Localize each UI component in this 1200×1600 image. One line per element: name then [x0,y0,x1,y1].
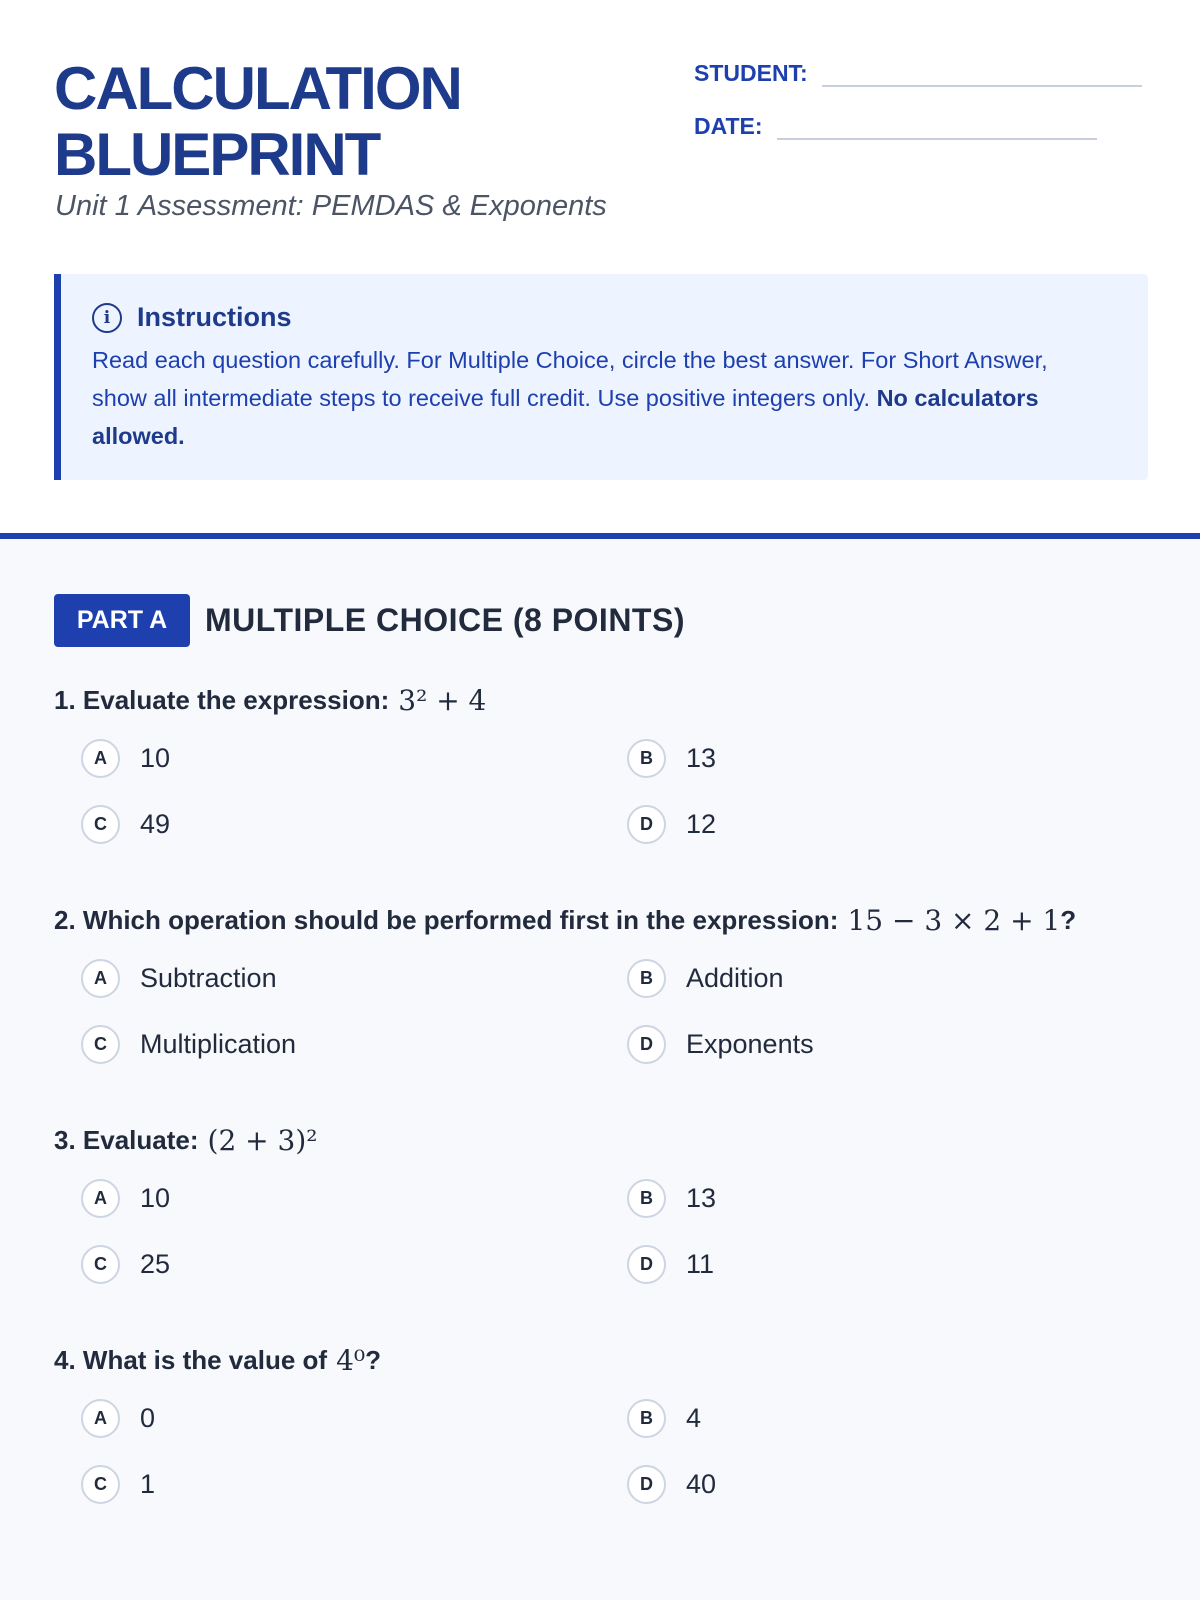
instructions-heading: Instructions [137,302,292,332]
option-b[interactable] [627,1398,701,1438]
option-d[interactable] [627,804,716,844]
question-suffix: ? [1060,904,1077,935]
option-text: Multiplication [140,1028,297,1059]
option-text: Exponents [686,1028,814,1059]
date-label: DATE: [694,113,763,139]
answer-options [54,958,1154,1098]
option-letter[interactable]: B [627,1399,666,1438]
option-letter[interactable]: A [81,739,120,778]
option-text: 11 [686,1248,715,1279]
option-a[interactable] [81,1178,170,1218]
option-d[interactable] [627,1024,814,1064]
option-text: 12 [686,808,717,839]
title-line-2: BLUEPRINT [54,121,380,188]
question-math: 3² + 4 [398,683,487,717]
instructions-header [92,302,1108,333]
option-text: 0 [140,1402,156,1433]
option-letter[interactable]: D [627,805,666,844]
option-text: 25 [140,1248,171,1279]
question-math: (2 + 3)² [207,1123,318,1157]
instructions-text [92,341,1108,455]
question-prompt [54,682,1154,718]
question-suffix: ? [365,1344,381,1375]
option-c[interactable] [81,1244,170,1284]
question-3 [54,1122,1154,1318]
question-text: 1. Evaluate the expression: [54,684,390,715]
option-text: 10 [140,742,171,773]
option-letter[interactable]: C [81,1465,120,1504]
option-letter[interactable]: D [627,1465,666,1504]
student-field [694,60,1142,87]
option-d[interactable] [627,1244,714,1284]
question-math: 4⁰ [336,1343,366,1377]
option-letter[interactable]: B [627,1179,666,1218]
question-prompt [54,902,1154,938]
option-text: 4 [686,1402,702,1433]
answer-options [54,738,1154,878]
option-b[interactable] [627,958,784,998]
option-d[interactable] [627,1464,716,1504]
page-subtitle: Unit 1 Assessment: PEMDAS & Exponents [55,190,607,222]
option-b[interactable] [627,738,716,778]
question-text: 2. Which operation should be performed first in the expression: [54,904,839,935]
option-letter[interactable]: B [627,959,666,998]
option-letter[interactable]: C [81,1025,120,1064]
question-2 [54,902,1154,1098]
student-label: STUDENT: [694,60,808,86]
option-letter[interactable]: A [81,959,120,998]
question-4 [54,1342,1154,1538]
instructions-box [54,274,1148,480]
question-prompt [54,1342,1154,1378]
option-text: 13 [686,1182,717,1213]
question-prompt [54,1122,1154,1158]
option-letter[interactable]: A [81,1179,120,1218]
question-1 [54,682,1154,878]
part-a-section [0,539,1200,1600]
question-text: 3. Evaluate: [54,1124,199,1155]
title-line-1: CALCULATION [54,55,461,122]
student-name-line[interactable] [822,67,1142,87]
option-letter[interactable]: D [627,1245,666,1284]
option-letter[interactable]: C [81,1245,120,1284]
option-text: Subtraction [140,962,277,993]
option-text: 40 [686,1468,717,1499]
instructions-body: Read each question carefully. For Multiple Choice, circle the best answer. For Short Answer, show all intermediate steps to receive full credit. Use positive integers only. [92,347,1048,411]
date-line[interactable] [777,120,1097,140]
option-a[interactable] [81,738,170,778]
option-letter[interactable]: B [627,739,666,778]
option-text: 1 [140,1468,156,1499]
option-text: 10 [140,1182,171,1213]
part-badge: PART A [54,594,190,647]
option-letter[interactable]: A [81,1399,120,1438]
option-c[interactable] [81,804,170,844]
question-text: 4. What is the value of [54,1344,328,1375]
option-text: Addition [686,962,784,993]
page-title [54,56,461,188]
option-text: 13 [686,742,717,773]
part-title: MULTIPLE CHOICE (8 POINTS) [205,602,685,638]
date-field [694,113,1097,140]
answer-options [54,1178,1154,1318]
option-a[interactable] [81,1398,155,1438]
question-math: 15 − 3 × 2 + 1 [847,903,1061,937]
option-text: 49 [140,808,171,839]
option-c[interactable] [81,1464,155,1504]
option-a[interactable] [81,958,277,998]
option-letter[interactable]: D [627,1025,666,1064]
part-a-header [54,594,685,647]
instructions-emphasis: No calculators allowed. [92,385,1039,449]
answer-options [54,1398,1154,1538]
option-b[interactable] [627,1178,716,1218]
option-letter[interactable]: C [81,805,120,844]
header-section [0,0,1200,533]
info-icon: i [92,303,122,333]
option-c[interactable] [81,1024,296,1064]
